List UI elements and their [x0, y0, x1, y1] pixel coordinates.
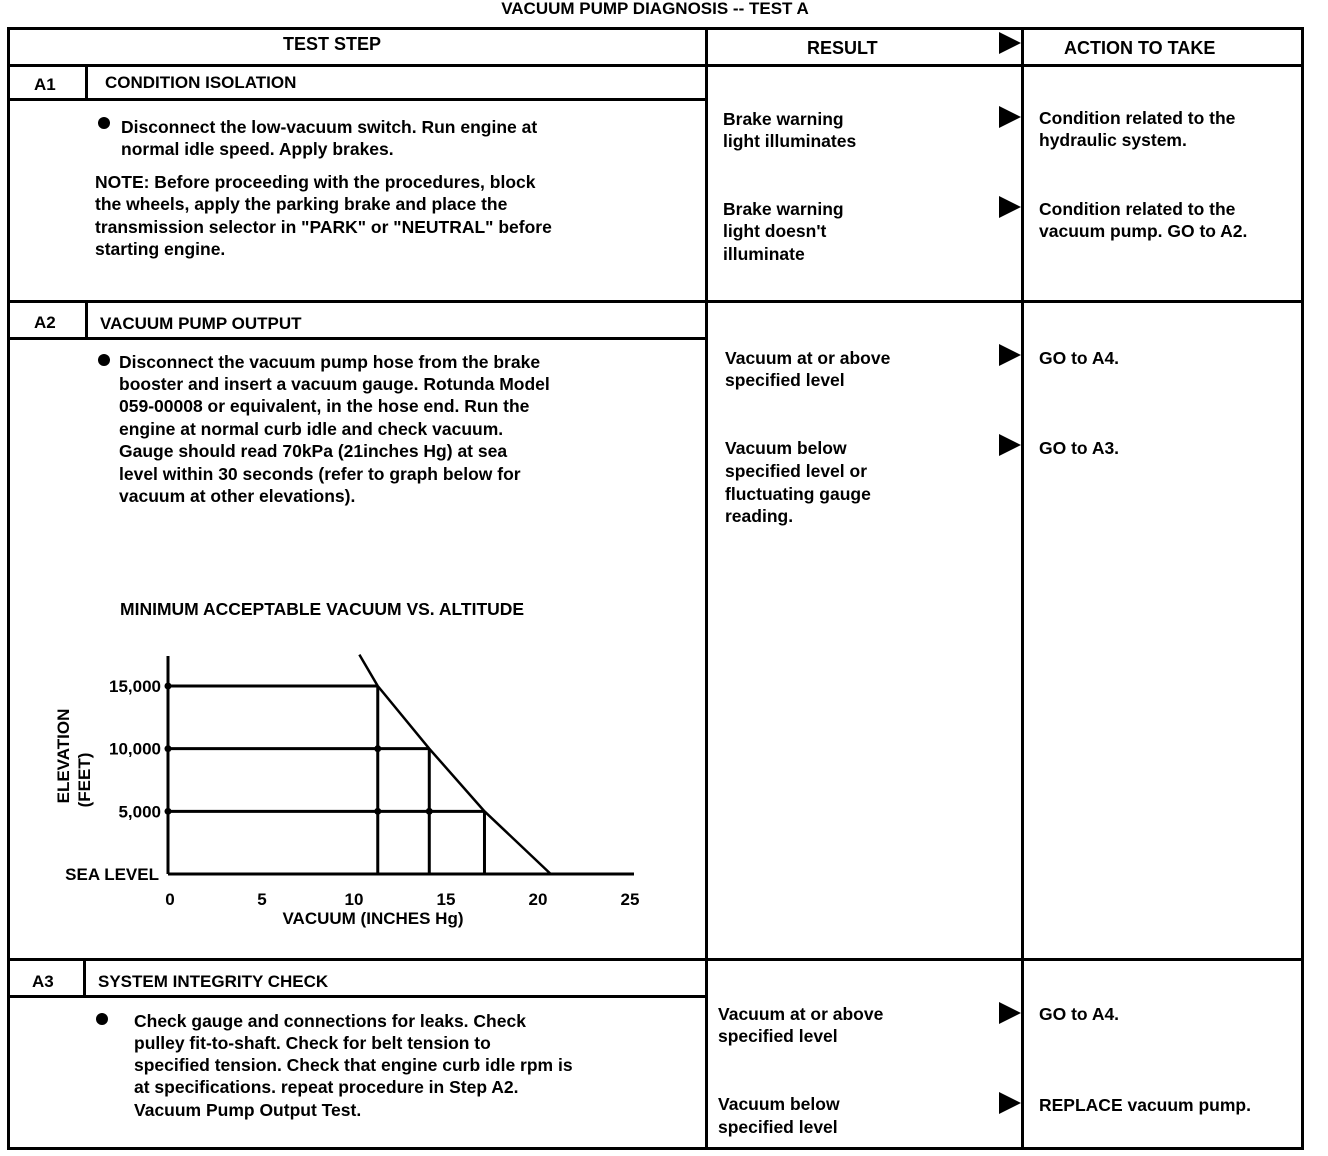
a2-bullet-line-5: Gauge should read 70kPa (21inches Hg) at sea	[119, 441, 508, 461]
x-tick-label: 20	[528, 890, 548, 909]
a1-action-1-line-1: Condition related to the	[1039, 108, 1236, 128]
x-tick-label: 0	[165, 890, 175, 909]
row-divider-a2-a3	[7, 958, 1304, 961]
a1-result-1-line-1: Brake warning	[723, 109, 844, 129]
a2-bullet-line-7: vacuum at other elevations).	[119, 486, 356, 506]
a3-result-1-line-1: Vacuum at or above	[718, 1004, 884, 1024]
a2-bullet-line-6: level within 30 seconds (refer to graph below for	[119, 464, 521, 484]
a1-note-line-2: the wheels, apply the parking brake and place the	[95, 194, 508, 214]
step-id-a1: A1	[34, 75, 56, 94]
a2-result-1-line-1: Vacuum at or above	[725, 348, 891, 368]
step-id-a3: A3	[32, 972, 54, 991]
arrow-icon	[999, 1092, 1021, 1114]
a1-action-2-line-1: Condition related to the	[1039, 199, 1236, 219]
a2-bullet-line-3: 059-00008 or equivalent, in the hose end. Run the	[119, 396, 530, 416]
step-title-a3: SYSTEM INTEGRITY CHECK	[98, 972, 329, 991]
y-tick-label: 15,000	[109, 677, 161, 696]
x-tick-label: 5	[257, 890, 267, 909]
x-axis-label: VACUUM (INCHES Hg)	[282, 909, 464, 928]
row-divider-a1-a2	[7, 300, 1304, 303]
junction-dot	[426, 808, 433, 815]
chart-title: MINIMUM ACCEPTABLE VACUUM VS. ALTITUDE	[120, 599, 525, 619]
a3-result-1-line-2: specified level	[718, 1026, 838, 1046]
a1-title-bottom-line	[7, 98, 707, 101]
a1-result-2-line-3: illuminate	[723, 244, 805, 264]
header-arrow-icon	[999, 32, 1021, 54]
x-tick-label: 25	[620, 890, 640, 909]
a2-bullet-line-4: engine at normal curb idle and check vacuum.	[119, 419, 504, 439]
y-tick-dot	[165, 745, 172, 752]
a3-bullet-line-4: at specifications. repeat procedure in Step A2.	[134, 1077, 519, 1097]
header-test-step: TEST STEP	[283, 34, 382, 54]
header-bottom-line	[7, 64, 1304, 67]
a3-id-divider	[83, 958, 86, 997]
step-title-a2: VACUUM PUMP OUTPUT	[100, 314, 302, 333]
y-tick-dot	[165, 683, 172, 690]
arrow-icon	[999, 196, 1021, 218]
a1-note-line-3: transmission selector in "PARK" or "NEUTRAL" before	[95, 217, 552, 237]
a2-result-2-line-1: Vacuum below	[725, 438, 847, 458]
header-action: ACTION TO TAKE	[1064, 38, 1216, 58]
minimum-vacuum-curve	[359, 655, 550, 874]
a1-bullet-line-2: normal idle speed. Apply brakes.	[121, 139, 394, 159]
a3-bullet-line-5: Vacuum Pump Output Test.	[134, 1100, 362, 1120]
step-title-a1: CONDITION ISOLATION	[105, 73, 297, 92]
arrow-icon	[999, 1002, 1021, 1024]
a3-bullet-line-2: pulley fit-to-shaft. Check for belt tension to	[134, 1033, 491, 1053]
a2-title-bottom-line	[7, 337, 707, 340]
a1-note-line-1: NOTE: Before proceeding with the procedures, block	[95, 172, 536, 192]
a3-bullet-line-1: Check gauge and connections for leaks. Check	[134, 1011, 526, 1031]
a2-action-1-line-1: GO to A4.	[1039, 348, 1120, 368]
vacuum-altitude-chart	[0, 640, 700, 940]
page-title: VACUUM PUMP DIAGNOSIS -- TEST A	[501, 0, 809, 18]
a1-id-divider	[85, 64, 88, 100]
bullet-icon	[98, 354, 110, 366]
y-tick-label: 5,000	[118, 802, 161, 822]
a1-result-2-line-1: Brake warning	[723, 199, 844, 219]
a2-result-2-line-4: reading.	[725, 506, 794, 526]
arrow-icon	[999, 344, 1021, 366]
y-tick-label: SEA LEVEL	[65, 865, 159, 884]
a2-result-2-line-3: fluctuating gauge	[725, 484, 871, 504]
arrow-icon	[999, 106, 1021, 128]
a1-bullet-line-1: Disconnect the low-vacuum switch. Run engine at	[121, 117, 538, 137]
y-tick-dot	[165, 808, 172, 815]
a1-note-line-4: starting engine.	[95, 239, 226, 259]
a3-action-1-line-1: GO to A4.	[1039, 1004, 1120, 1024]
a1-result-2-line-2: light doesn't	[723, 221, 827, 241]
a3-result-2-line-1: Vacuum below	[718, 1094, 840, 1114]
column-divider-2	[1021, 27, 1024, 1150]
bullet-icon	[96, 1013, 108, 1025]
step-id-a2: A2	[34, 313, 56, 332]
a1-action-1-line-2: hydraulic system.	[1039, 130, 1187, 150]
x-tick-label: 10	[344, 890, 364, 909]
y-axis-unit-label: (FEET)	[75, 752, 94, 808]
a3-action-2-line-1: REPLACE vacuum pump.	[1039, 1095, 1251, 1115]
a2-result-1-line-2: specified level	[725, 370, 845, 390]
header-result: RESULT	[807, 38, 878, 58]
a1-result-1-line-2: light illuminates	[723, 131, 857, 151]
y-axis-label: ELEVATION	[54, 708, 73, 804]
junction-dot	[374, 745, 381, 752]
a2-bullet-line-2: booster and insert a vacuum gauge. Rotunda Model	[119, 374, 550, 394]
a1-action-2-line-2: vacuum pump. GO to A2.	[1039, 221, 1248, 241]
a3-bullet-line-3: specified tension. Check that engine curb idle rpm is	[134, 1055, 573, 1075]
x-tick-label: 15	[436, 890, 456, 909]
a2-bullet-line-1: Disconnect the vacuum pump hose from the brake	[119, 352, 541, 372]
a3-result-2-line-2: specified level	[718, 1117, 838, 1137]
column-divider-1	[705, 27, 708, 1150]
bullet-icon	[98, 117, 110, 129]
a3-title-bottom-line	[7, 995, 707, 998]
a2-action-2-line-1: GO to A3.	[1039, 438, 1120, 458]
y-tick-label: 10,000	[109, 739, 161, 759]
a2-result-2-line-2: specified level or	[725, 461, 868, 481]
a2-id-divider	[85, 300, 88, 339]
junction-dot	[374, 808, 381, 815]
arrow-icon	[999, 434, 1021, 456]
